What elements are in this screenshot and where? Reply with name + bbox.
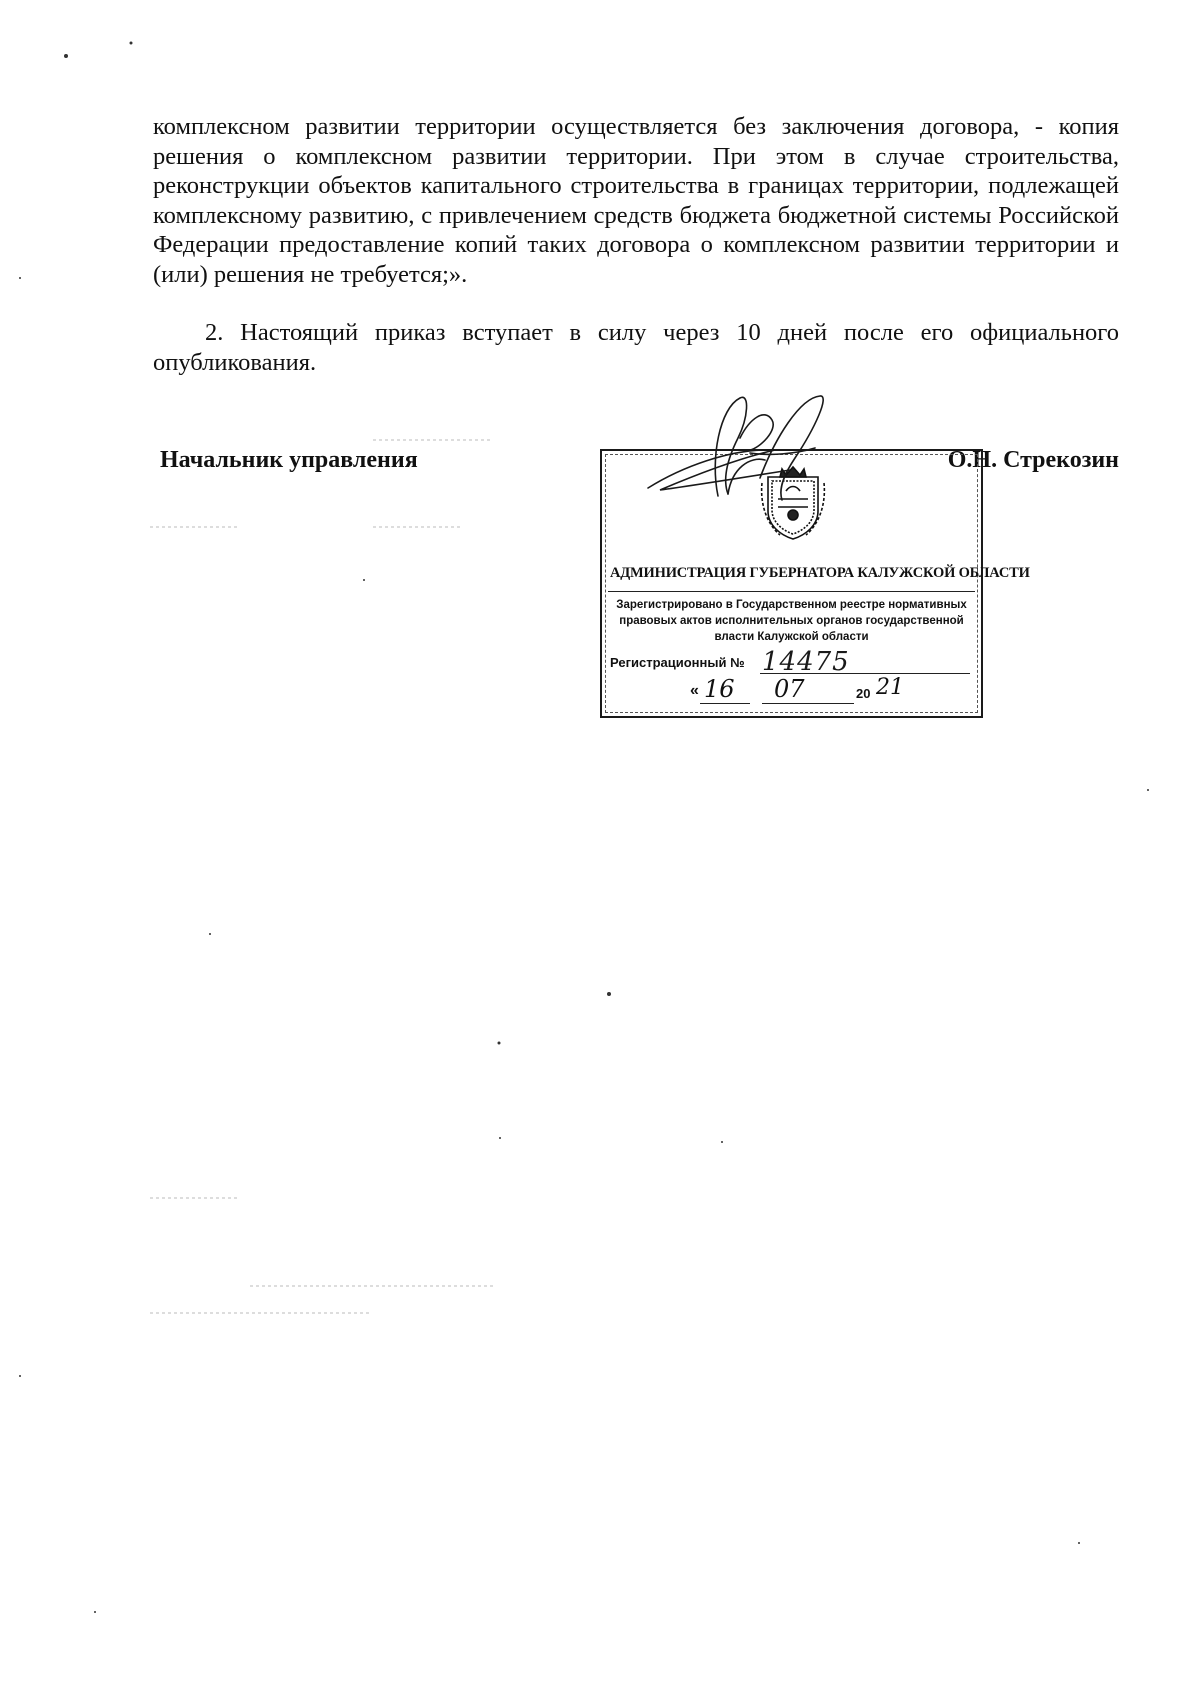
date-day: 16 bbox=[704, 675, 735, 703]
stamp-date bbox=[690, 675, 980, 709]
stamp-registered-text: Зарегистрировано в Государственном реестре нормативных правовых актов исполнительных органов государственной власти Калужской области bbox=[616, 599, 967, 643]
signatory-name: О.Н. Стрекозин bbox=[947, 447, 1119, 473]
date-year-suffix: 21 bbox=[876, 675, 904, 700]
date-year-prefix: 20 bbox=[856, 686, 871, 701]
date-day-underline bbox=[700, 703, 750, 704]
date-open-quote: « bbox=[690, 682, 699, 699]
date-month-underline bbox=[762, 703, 854, 704]
registration-stamp bbox=[600, 449, 1030, 718]
paragraph-effective-date: 2. Настоящий приказ вступает в силу через 10 дней после его официального опубликования. bbox=[153, 319, 1119, 376]
signatory-title: Начальник управления bbox=[160, 447, 418, 473]
stamp-divider bbox=[608, 591, 975, 592]
kaluga-coat-of-arms-icon bbox=[758, 463, 828, 543]
stamp-organization: АДМИНИСТРАЦИЯ ГУБЕРНАТОРА КАЛУЖСКОЙ ОБЛАСТИ bbox=[610, 565, 1030, 581]
regnum-value: 14475 bbox=[762, 647, 850, 677]
document-body bbox=[153, 112, 1119, 377]
stamp-regnum-label: Регистрационный № bbox=[610, 655, 745, 670]
date-month: 07 bbox=[774, 675, 805, 703]
paragraph-continuation: комплексном развитии территории осуществляется без заключения договора, - копия решения о комплексном развитии территории. При этом в случае строительства, реконструкции объектов капитального строительства в границах территории, подлежащей комплексному развитию, с привлечением средств бюджета бюджетной системы Российской Федерации предоставление копий таких договора о комплексном развитии территории и (или) решения не требуется;». bbox=[153, 113, 1119, 288]
